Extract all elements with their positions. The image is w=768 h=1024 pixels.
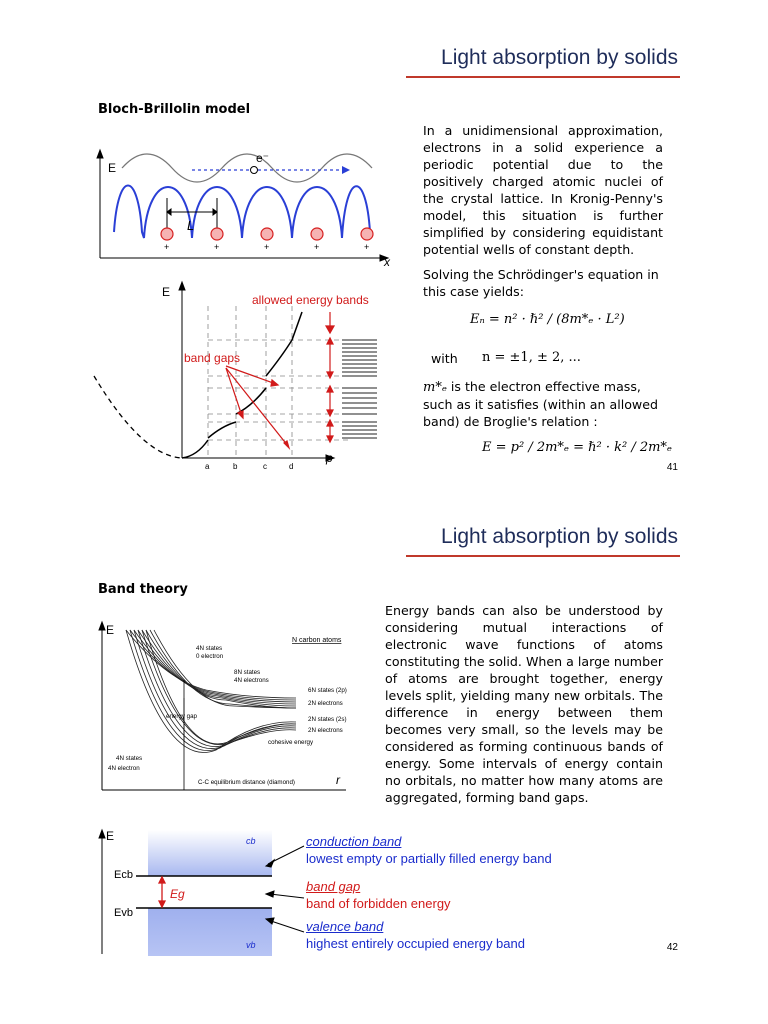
- tick-label: c: [263, 462, 267, 471]
- valence-band-desc: highest entirely occupied energy band: [306, 936, 525, 951]
- conduction-band-desc: lowest empty or partially filled energy band: [306, 851, 552, 866]
- label-4n-states-lower: 4N states: [116, 755, 143, 762]
- band-dispersion-figure: [92, 276, 402, 472]
- charge-plus: +: [364, 242, 370, 252]
- equation-energy-levels: Eₙ = n² · ℏ² / (8m*ₑ · L²): [470, 312, 625, 327]
- energy-levels: [342, 340, 377, 438]
- electron: [251, 167, 258, 174]
- charge-plus: +: [314, 242, 320, 252]
- label-8n-states: 8N states: [234, 669, 261, 676]
- gap-arrow: [159, 877, 165, 907]
- free-electron-parabola: [94, 376, 182, 458]
- axis-label-r: r: [336, 773, 340, 787]
- label-0-electron: 0 electron: [196, 653, 224, 660]
- band-gap-desc: band of forbidden energy: [306, 896, 451, 911]
- tick-label: b: [233, 462, 238, 471]
- band-formation-figure: [96, 620, 366, 800]
- label-equilibrium-distance: C-C equilibrium distance (diamond): [198, 779, 295, 786]
- label-vb: vb: [246, 940, 256, 950]
- axis-label-e: E: [106, 829, 115, 843]
- electron-label: e⁻: [256, 151, 270, 165]
- paragraph-effective-mass: [423, 378, 663, 430]
- label-2n-states: 2N states (2s): [308, 716, 347, 723]
- potential-axes: [97, 150, 388, 261]
- charge-plus: +: [214, 242, 220, 252]
- axis-label-e: E: [108, 161, 117, 175]
- tick-label: a: [205, 462, 210, 471]
- axis-label-x: x: [384, 255, 390, 268]
- with-label: with: [431, 351, 458, 366]
- charge-plus: +: [264, 242, 270, 252]
- slide-title-1: Light absorption by solids: [441, 46, 678, 69]
- conduction-band-title: conduction band: [306, 834, 402, 849]
- section-heading-bloch: Bloch-Brillolin model: [98, 102, 251, 117]
- tick-label: d: [289, 462, 294, 471]
- section-heading-band-theory: Band theory: [98, 582, 188, 597]
- band-gap-title: band gap: [306, 879, 361, 894]
- axis-label-e: E: [162, 285, 171, 299]
- label-eg: Eg: [170, 887, 185, 901]
- label-cb: cb: [246, 836, 256, 846]
- paragraph-kronig-penny: In a unidimensional approximation, electrons in a solid experience a periodic potential due to the positively charged atomic nuclei of the crystal lattice. In Kronig-Penny's model, this situation is further simplified by considering equidistant potential wells of constant depth.: [423, 123, 663, 257]
- page-number-41: 41: [666, 462, 678, 473]
- label-2n-electrons-2s: 2N electrons: [308, 727, 343, 734]
- title-rule-1: [406, 76, 680, 78]
- axis-label-p: p: [326, 451, 333, 465]
- charge-plus: +: [164, 242, 170, 252]
- label-4n-states: 4N states: [196, 645, 223, 652]
- band-gap-arrows: [226, 366, 289, 448]
- label-ecb: Ecb: [114, 869, 133, 881]
- label-6n-states: 6N states (2p): [308, 687, 347, 694]
- band-gaps-label: band gaps: [184, 351, 241, 365]
- valence-band-title: valence band: [306, 919, 384, 934]
- effective-mass-symbol: m*ₑ: [423, 380, 447, 395]
- paragraph-schrodinger: Solving the Schrödinger's equation in this case yields:: [423, 267, 659, 299]
- paragraph-band-theory: Energy bands can also be understood by considering mutual interactions of electronic wave functions of atoms constituting the solid. When a large number of atoms are brought together, energy levels split, yielding many new orbitals. The difference in energy between them becomes very small, so the levels may be considered as forming continuous bands of energy. Some intervals of energy contain no orbitals, no matter how many atoms are aggregated, forming band gaps.: [385, 603, 663, 805]
- axis-label-e: E: [106, 623, 115, 637]
- label-cohesive-energy: cohesive energy: [268, 739, 314, 746]
- label-energy-gap: energy gap: [166, 713, 197, 720]
- effective-mass-text: is the electron effective mass, such as it satisfies (within an allowed band) de Broglie's relation :: [423, 379, 658, 429]
- page-number-42: 42: [666, 942, 678, 953]
- allowed-band-brackets: [326, 312, 334, 442]
- allowed-bands-label: allowed energy bands: [252, 293, 369, 307]
- label-4n-electron-lower: 4N electron: [108, 765, 140, 772]
- potential-wells: [114, 186, 370, 239]
- label-4n-electrons: 4N electrons: [234, 677, 269, 684]
- periodic-potential-figure: [92, 140, 398, 268]
- label-evb: Evb: [114, 907, 133, 919]
- slide-title-2: Light absorption by solids: [441, 525, 678, 548]
- label-n-carbon-atoms: N carbon atoms: [292, 637, 342, 644]
- title-rule-2: [406, 555, 680, 557]
- electron-wave: [122, 154, 372, 182]
- dispersion-curve: [182, 312, 302, 458]
- lattice-label-l: L: [187, 218, 195, 233]
- equation-de-broglie: E = p² / 2m*ₑ = ℏ² · k² / 2m*ₑ: [482, 440, 672, 455]
- equation-quantum-number: n = ±1, ± 2, ...: [482, 350, 581, 365]
- label-2n-electrons-2p: 2N electrons: [308, 700, 343, 707]
